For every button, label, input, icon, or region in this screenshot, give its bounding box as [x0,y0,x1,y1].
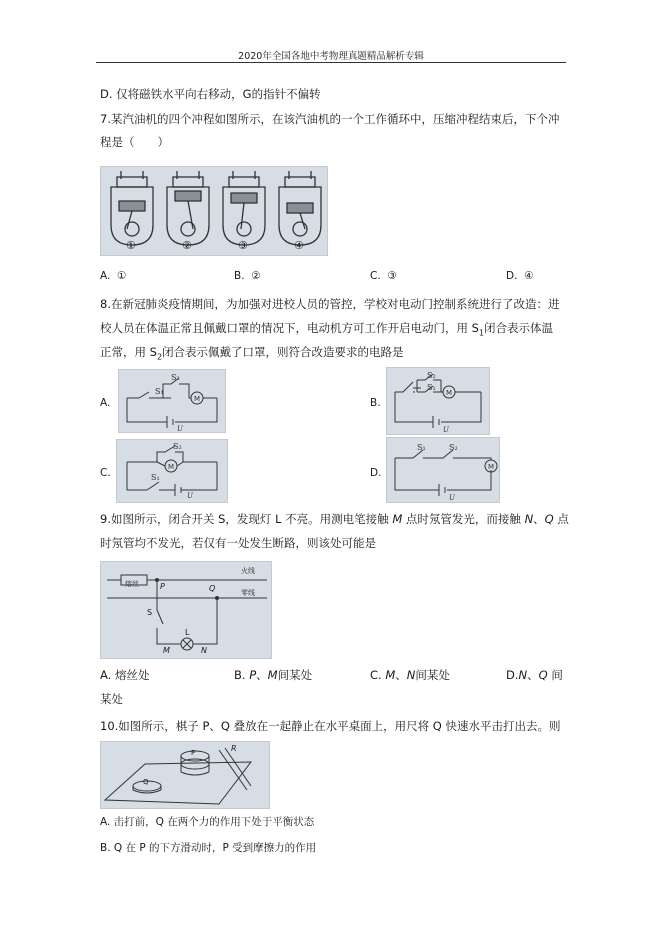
option-value: ② [251,270,261,282]
circuit-a-figure [118,369,226,433]
svg-text:M: M [446,389,453,397]
svg-text:S₂: S₂ [427,371,436,380]
svg-text:S₁: S₁ [417,443,426,452]
circuit-b-figure [386,367,490,435]
option-letter: C. [370,270,381,282]
page-header: 2020年全国各地中考物理真题精品解析专辑 [238,51,424,62]
option-letter: D. [506,270,518,282]
engine-stroke-3 [223,171,265,245]
point-p-label: P [160,582,165,591]
q9-option-c[interactable]: C. M、N间某处 [370,668,450,682]
q8-option-d[interactable]: D. [370,467,382,479]
q8-text-line1: 8.在新冠肺炎疫情期间，为加强对进校人员的管控，学校对电动门控制系统进行了改造：进 [100,297,560,311]
q7-option-b[interactable] [234,268,261,284]
svg-text:M: M [194,395,201,403]
ruler-r-label: R [231,744,237,753]
engine-label-2: ② [182,239,192,252]
option-value: ③ [387,270,397,282]
prev-option-d: D. 仅将磁铁水平向右移动，G的指针不偏转 [100,87,321,101]
svg-text:S₂: S₂ [449,443,458,452]
live-wire-label: 火线 [241,567,255,575]
circuit-d-figure [386,437,500,503]
svg-text:M: M [488,463,495,471]
point-q-label: Q [209,584,216,593]
q7-engine-figure [100,166,328,256]
q8-option-b[interactable]: B. [370,397,381,409]
header-divider [96,62,566,63]
svg-text:U: U [443,426,449,434]
option-value: ④ [524,270,534,282]
engine-label-4: ④ [294,239,304,252]
q7-option-a[interactable] [100,268,126,284]
engine-label-3: ③ [238,239,248,252]
svg-text:M: M [168,463,175,471]
engine-stroke-1 [111,171,153,245]
q8-text-line2: 校人员在体温正常且佩戴口罩的情况下，电动机方可工作开启电动门，用 $S_1$闭合表示体温 [100,321,554,338]
svg-text:S₂: S₂ [171,373,180,382]
q10-text-line1: 10.如图所示，棋子 P、Q 叠放在一起静止在水平桌面上，用尺将 Q 快速水平击打出去。则 [100,719,561,733]
q10-option-a[interactable]: A. 击打前，Q 在两个力的作用下处于平衡状态 [100,816,315,828]
q7-text-line1: 7.某汽油机的四个冲程如图所示，在该汽油机的一个工作循环中，压缩冲程结束后，下个冲 [100,112,560,126]
q9-household-circuit-figure [100,561,272,659]
q7-option-c[interactable] [370,268,397,284]
q9-option-d[interactable]: D.N、Q 间 [506,668,563,682]
q10-chess-pieces-figure [100,741,270,809]
q10-option-b[interactable]: B. Q 在 P 的下方滑动时，P 受到摩擦力的作用 [100,842,317,854]
q7-text-line2: 程是（ ） [100,135,169,149]
svg-text:S₁: S₁ [155,387,164,396]
q9-text-line2: 时氖管均不发光，若仅有一处发生断路，则该处可能是 [100,536,376,550]
svg-text:U: U [187,492,193,500]
engine-label-1: ① [126,239,136,252]
q9-option-b[interactable]: B. P、M间某处 [234,668,313,682]
q8-option-c[interactable]: C. [100,467,111,479]
engine-stroke-2 [167,171,209,245]
q9-option-a[interactable]: A. 熔丝处 [100,668,150,682]
option-letter: A. [100,270,111,282]
svg-text:U: U [177,425,183,432]
svg-text:U: U [449,494,455,502]
q9-option-d-wrap: 某处 [100,692,123,706]
q8-text-line3: 正常，用 $S_2$闭合表示佩戴了口罩，则符合改造要求的电路是 [100,345,404,362]
circuit-c-figure [116,439,228,503]
svg-text:S₁: S₁ [427,383,436,392]
switch-s-label: S [147,608,153,617]
fuse-label: 熔丝 [125,580,139,588]
q8-option-a[interactable]: A. [100,397,111,409]
svg-text:S₂: S₂ [173,442,182,451]
point-n-label: N [201,646,207,655]
lamp-l-label: L [185,628,190,637]
piece-q-label: Q [143,778,149,786]
q9-text-line1: 9.如图所示，闭合开关 S，发现灯 L 不亮。用测电笔接触 M 点时氖管发光，而接触 N、Q 点 [100,512,569,526]
engine-stroke-4 [279,171,321,245]
q7-option-d[interactable] [506,268,534,284]
option-letter: B. [234,270,245,282]
neutral-wire-label: 零线 [241,589,255,597]
point-m-label: M [163,646,170,655]
piece-p-label: P [191,749,196,757]
svg-text:S₁: S₁ [151,473,160,482]
option-value: ① [117,270,127,282]
